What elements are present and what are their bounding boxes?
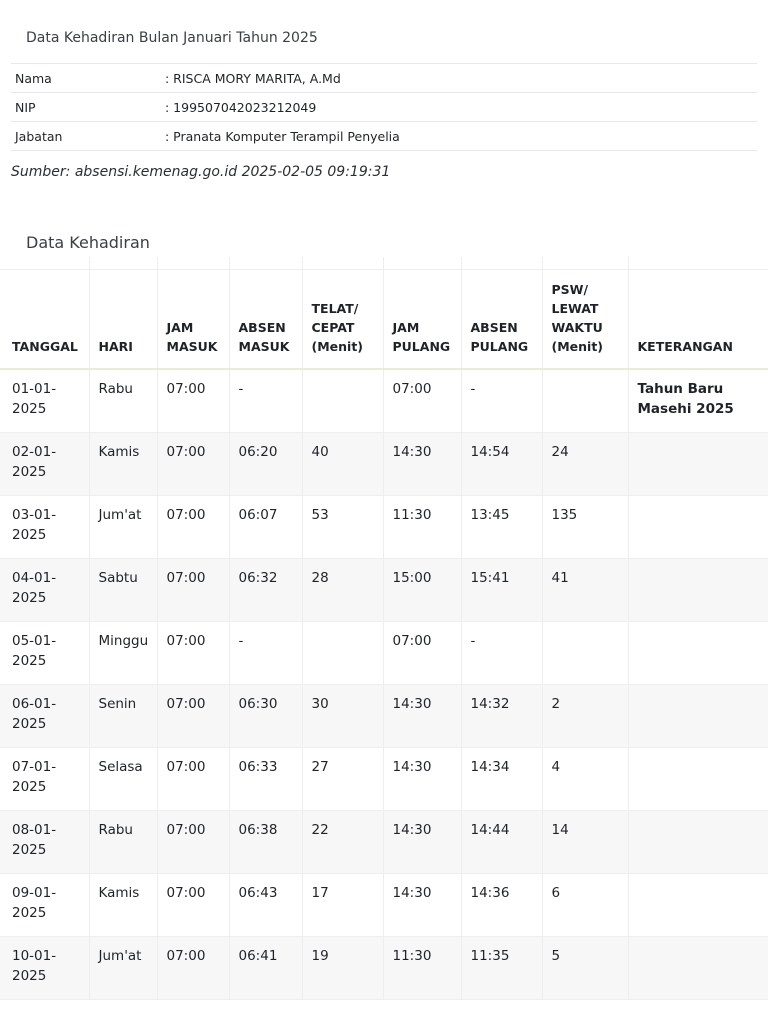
table-cell: - <box>461 621 542 684</box>
table-cell: 07-01-2025 <box>0 747 89 810</box>
table-cell: 14 <box>542 810 628 873</box>
info-value: : RISCA MORY MARITA, A.Md <box>161 64 757 93</box>
table-cell: 22 <box>302 810 383 873</box>
table-cell: 30 <box>302 684 383 747</box>
table-cell: 06:20 <box>229 432 302 495</box>
table-cell: 14:30 <box>383 810 461 873</box>
table-row <box>0 558 768 621</box>
table-cell <box>302 621 383 684</box>
table-cell <box>628 432 768 495</box>
table-cell: 14:36 <box>461 873 542 936</box>
table-row <box>0 684 768 747</box>
table-cell: 11:35 <box>461 936 542 999</box>
table-cell: 14:30 <box>383 747 461 810</box>
table-cell <box>302 369 383 432</box>
table-cell: 24 <box>542 432 628 495</box>
table-cell: - <box>229 621 302 684</box>
table-cell: 07:00 <box>157 936 229 999</box>
table-cell <box>628 684 768 747</box>
info-label: Jabatan <box>11 122 161 151</box>
table-cell: Senin <box>89 684 157 747</box>
table-cell: 14:30 <box>383 873 461 936</box>
table-header <box>0 270 768 370</box>
table-cell: 07:00 <box>383 621 461 684</box>
table-cell: Minggu <box>89 621 157 684</box>
info-row-nama <box>11 64 757 93</box>
table-cell: 07:00 <box>157 495 229 558</box>
table-cell: 53 <box>302 495 383 558</box>
info-row-jabatan <box>11 122 757 151</box>
column-header: TELAT/ CEPAT (Menit) <box>302 270 383 370</box>
column-header: ABSEN PULANG <box>461 270 542 370</box>
table-cell: 07:00 <box>157 621 229 684</box>
table-row <box>0 936 768 999</box>
table-cell: 07:00 <box>157 684 229 747</box>
table-cell: 5 <box>542 936 628 999</box>
table-cell: 06:38 <box>229 810 302 873</box>
table-cell: 40 <box>302 432 383 495</box>
table-cell <box>628 810 768 873</box>
table-cell: Rabu <box>89 369 157 432</box>
info-value: : Pranata Komputer Terampil Penyelia <box>161 122 757 151</box>
table-cell <box>542 369 628 432</box>
info-value: : 199507042023212049 <box>161 93 757 122</box>
table-cell: Jum'at <box>89 936 157 999</box>
table-cell: Tahun Baru Masehi 2025 <box>628 369 768 432</box>
table-cell: 06:07 <box>229 495 302 558</box>
table-cell: - <box>229 369 302 432</box>
page-title: Data Kehadiran Bulan Januari Tahun 2025 <box>26 30 318 46</box>
table-cell: 14:30 <box>383 432 461 495</box>
table-cell: 19 <box>302 936 383 999</box>
table-cell: 05-01-2025 <box>0 621 89 684</box>
table-cell: Rabu <box>89 810 157 873</box>
table-cell: 135 <box>542 495 628 558</box>
table-cell: 07:00 <box>383 369 461 432</box>
table-cell: 07:00 <box>157 810 229 873</box>
table-cell: 15:00 <box>383 558 461 621</box>
table-cell <box>542 621 628 684</box>
table-cell: 41 <box>542 558 628 621</box>
table-cell <box>628 495 768 558</box>
table-cell: 06:30 <box>229 684 302 747</box>
table-cell: 06:32 <box>229 558 302 621</box>
info-label: Nama <box>11 64 161 93</box>
table-cell <box>628 621 768 684</box>
table-cell: 27 <box>302 747 383 810</box>
table-cell: 06:43 <box>229 873 302 936</box>
table-row <box>0 432 768 495</box>
attendance-table <box>0 257 768 1000</box>
table-cell: 11:30 <box>383 936 461 999</box>
table-cell: Kamis <box>89 432 157 495</box>
table-cell: 15:41 <box>461 558 542 621</box>
table-cell: 6 <box>542 873 628 936</box>
table-cell: 07:00 <box>157 873 229 936</box>
table-cell: 02-01-2025 <box>0 432 89 495</box>
column-header: PSW/ LEWAT WAKTU (Menit) <box>542 270 628 370</box>
table-cell: 14:54 <box>461 432 542 495</box>
column-header: KETERANGAN <box>628 270 768 370</box>
info-row-nip <box>11 93 757 122</box>
info-label: NIP <box>11 93 161 122</box>
table-row <box>0 873 768 936</box>
table-cell: 10-01-2025 <box>0 936 89 999</box>
table-cell: 03-01-2025 <box>0 495 89 558</box>
column-header: HARI <box>89 270 157 370</box>
table-cell <box>628 747 768 810</box>
table-cell: 09-01-2025 <box>0 873 89 936</box>
attendance-rows <box>0 369 768 999</box>
table-cell <box>628 936 768 999</box>
table-cell: Selasa <box>89 747 157 810</box>
table-cell: 28 <box>302 558 383 621</box>
column-header: JAM MASUK <box>157 270 229 370</box>
table-cell: 13:45 <box>461 495 542 558</box>
table-cell: 06:41 <box>229 936 302 999</box>
table-row <box>0 810 768 873</box>
employee-info-table <box>11 63 757 151</box>
table-cell: 07:00 <box>157 558 229 621</box>
column-header: TANGGAL <box>0 270 89 370</box>
table-row <box>0 369 768 432</box>
table-cell: 4 <box>542 747 628 810</box>
source-note: Sumber: absensi.kemenag.go.id 2025-02-05 09:19:31 <box>11 164 391 180</box>
table-cell: 01-01-2025 <box>0 369 89 432</box>
table-cell <box>628 873 768 936</box>
table-cell: 07:00 <box>157 747 229 810</box>
table-cell: - <box>461 369 542 432</box>
table-cell: Jum'at <box>89 495 157 558</box>
table-cell: 07:00 <box>157 369 229 432</box>
table-cell: 08-01-2025 <box>0 810 89 873</box>
table-cell: 06-01-2025 <box>0 684 89 747</box>
table-cell: 07:00 <box>157 432 229 495</box>
table-row <box>0 495 768 558</box>
table-row <box>0 621 768 684</box>
table-cell: 14:32 <box>461 684 542 747</box>
table-cell: 04-01-2025 <box>0 558 89 621</box>
table-cell: Kamis <box>89 873 157 936</box>
table-cell: 17 <box>302 873 383 936</box>
table-cell: 2 <box>542 684 628 747</box>
table-cell: 14:44 <box>461 810 542 873</box>
table-cell: 11:30 <box>383 495 461 558</box>
table-cell: Sabtu <box>89 558 157 621</box>
table-cell <box>628 558 768 621</box>
table-cell: 14:30 <box>383 684 461 747</box>
column-header: ABSEN MASUK <box>229 270 302 370</box>
table-row <box>0 747 768 810</box>
column-header: JAM PULANG <box>383 270 461 370</box>
table-cell: 06:33 <box>229 747 302 810</box>
table-cell: 14:34 <box>461 747 542 810</box>
section-title: Data Kehadiran <box>26 233 150 252</box>
